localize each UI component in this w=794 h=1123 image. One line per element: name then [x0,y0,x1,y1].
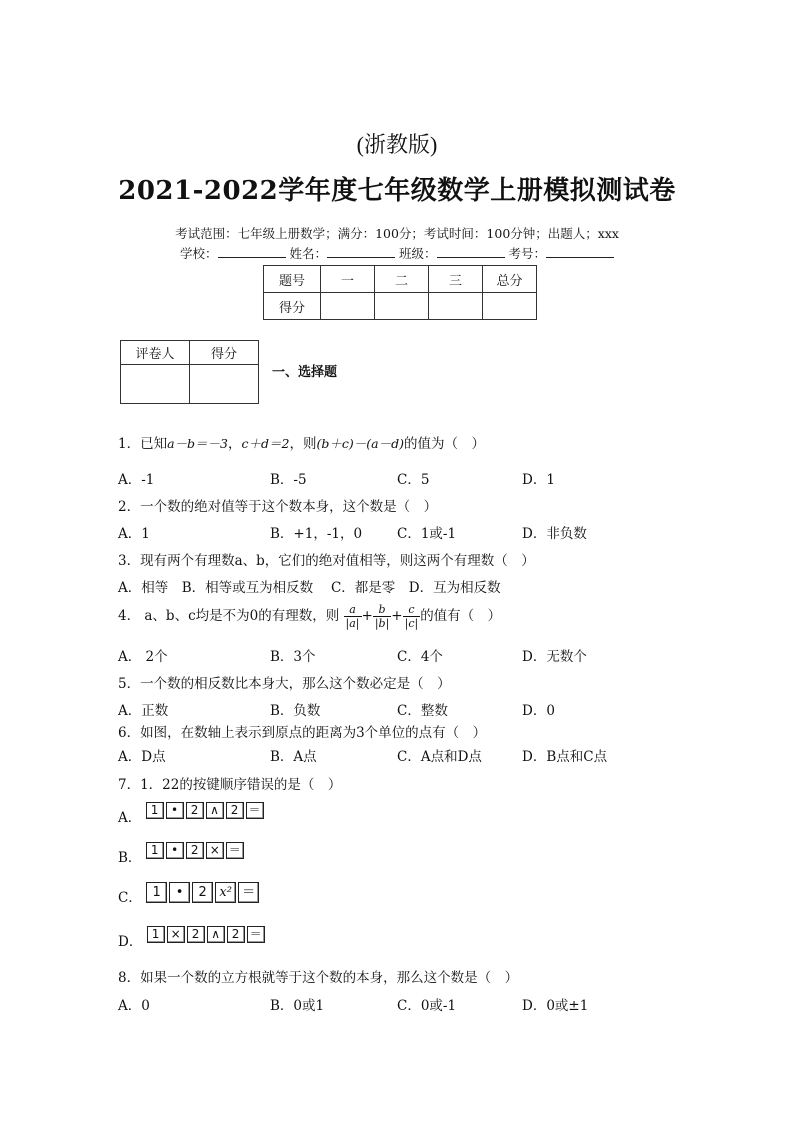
q3-options[interactable]: A．相等 B．相等或互为相反数 C．都是零 D．互为相反数 [118,580,501,596]
q6-option-b[interactable]: B．A点 [270,749,317,765]
q7-keys-c [146,882,261,903]
q1-option-b[interactable]: B．-5 [270,472,307,488]
q2-option-b[interactable]: B．+1，-1，0 [270,526,363,542]
q5-option-c[interactable]: C．整数 [397,703,448,719]
key-dot: • [169,882,190,903]
key-equals: ＝ [238,882,259,903]
q7-option-c[interactable] [118,886,261,906]
q7-label-d: D． [118,934,143,950]
q8-option-c[interactable]: C．0或-1 [397,998,457,1014]
key-equals: ＝ [226,842,244,859]
question-1 [118,432,485,452]
q4-option-d[interactable]: D．无数个 [522,649,587,665]
question-5: 5．一个数的相反数比本身大，那么这个数必定是（ ） [118,676,451,692]
q1-middle: ，则 [289,436,317,452]
exam-no-label: 考号： [508,246,546,261]
q2-option-c[interactable]: C．1或-1 [397,526,457,542]
plus-sign: + [361,608,373,624]
q4-option-b[interactable]: B．3个 [270,649,316,665]
score-table-cell: 总分 [483,266,537,293]
score-input-cell[interactable] [375,293,429,320]
plus-sign: + [391,608,403,624]
q6-option-a[interactable]: A．D点 [118,749,166,765]
q1-prefix: 1．已知 [118,436,168,452]
q6-option-d[interactable]: D．B点和C点 [522,749,608,765]
key-2: 2 [186,842,204,859]
question-6: 6．如图，在数轴上表示到原点的距离为3个单位的点有（ ） [118,725,487,741]
key-equals: ＝ [247,926,265,943]
q1-suffix: 的值为（ ） [403,436,485,452]
key-dot: • [166,842,184,859]
question-8: 8．如果一个数的立方根就等于这个数的本身，那么这个数是（ ） [118,970,519,986]
name-label: 姓名： [289,246,327,261]
q7-label-c: C． [118,890,142,906]
q6-option-c[interactable]: C．A点和D点 [397,749,482,765]
score-table-header-row [264,266,537,293]
key-2: 2 [187,926,205,943]
q4-option-c[interactable]: C．4个 [397,649,443,665]
q7-label-a: A． [118,810,142,826]
question-7: 7．1．22的按键顺序错误的是（ ） [118,777,342,793]
class-label: 班级： [398,246,437,261]
key-power: ∧ [206,802,224,819]
student-fields [0,244,794,262]
q1-option-a[interactable]: A．-1 [118,472,155,488]
question-2: 2．一个数的绝对值等于这个数本身，这个数是（ ） [118,499,438,515]
grader-score-header: 得分 [190,341,259,365]
score-input-cell[interactable] [429,293,483,320]
name-blank[interactable] [327,245,395,258]
q8-option-b[interactable]: B．0或1 [270,998,325,1014]
school-label: 学校： [179,246,218,261]
key-2: 2 [226,802,244,819]
q5-option-d[interactable]: D．0 [522,703,555,719]
key-1: 1 [146,802,164,819]
q8-option-d[interactable]: D．0或±1 [522,998,589,1014]
q5-option-a[interactable]: A．正数 [118,703,169,719]
q2-option-d[interactable]: D．非负数 [522,526,587,542]
q7-keys-d [147,926,267,943]
key-square: x² [215,882,236,903]
q1-separator: ， [228,436,242,452]
key-1: 1 [147,926,165,943]
exam-info: 考试范围：七年级上册数学；满分：100分；考试时间：100分钟；出题人；xxx [175,226,619,241]
q7-keys-a [146,802,266,819]
key-multiply: × [167,926,185,943]
q1-option-c[interactable]: C．5 [397,472,430,488]
q4-suffix: 的值有（ ） [420,608,502,624]
question-3: 3．现有两个有理数a、b，它们的绝对值相等，则这两个有理数（ ） [118,553,535,569]
q7-option-a[interactable] [118,803,266,826]
key-1: 1 [146,842,164,859]
grader-table [120,340,259,404]
score-table-cell: 题号 [264,266,321,293]
q1-equation-1: a－b＝－3 [167,436,229,451]
score-table-cell: 二 [375,266,429,293]
q1-equation-2: c＋d＝2 [241,436,290,451]
key-2: 2 [227,926,245,943]
q5-option-b[interactable]: B．负数 [270,703,321,719]
paper-title: 2021-2022学年度七年级数学上册模拟测试卷 [118,176,676,206]
exam-no-blank[interactable] [546,245,614,258]
q7-option-d[interactable] [118,927,267,950]
school-blank[interactable] [218,245,286,258]
key-power: ∧ [207,926,225,943]
q4-fraction-b: $\frac{b}{|b|}$ [374,603,390,630]
class-blank[interactable] [437,245,505,258]
key-1: 1 [146,882,167,903]
grader-header: 评卷人 [121,341,190,365]
q1-option-d[interactable]: D．1 [522,472,555,488]
score-table [263,265,537,320]
question-4 [118,603,501,630]
q4-option-a[interactable]: A． 2个 [118,649,168,665]
score-table-cell: 得分 [264,293,321,320]
q7-option-b[interactable] [118,843,246,866]
q1-expression: (b＋c)－(a－d) [316,436,404,451]
key-dot: • [166,802,184,819]
grader-cell[interactable] [121,365,190,404]
q4-fraction-c: $\frac{c}{|c|}$ [404,603,419,630]
score-table-cell: 一 [321,266,375,293]
score-input-cell[interactable] [321,293,375,320]
key-2: 2 [186,802,204,819]
q2-option-a[interactable]: A．1 [118,526,150,542]
key-2: 2 [192,882,213,903]
section-heading: 一、选择题 [272,365,338,380]
q4-fraction-a: $\frac{a}{|a|}$ [345,603,360,630]
q4-prefix: 4． a、b、c均是不为0的有理数，则 [118,608,340,624]
grader-score-cell[interactable] [190,365,259,404]
key-multiply: × [206,842,224,859]
key-equals: ＝ [246,802,264,819]
q7-keys-b [146,842,246,859]
q8-option-a[interactable]: A．0 [118,998,150,1014]
score-table-score-row [264,293,537,320]
score-input-cell[interactable] [483,293,537,320]
paper-subtitle: (浙教版) [356,132,438,157]
score-table-cell: 三 [429,266,483,293]
q7-label-b: B． [118,850,142,866]
